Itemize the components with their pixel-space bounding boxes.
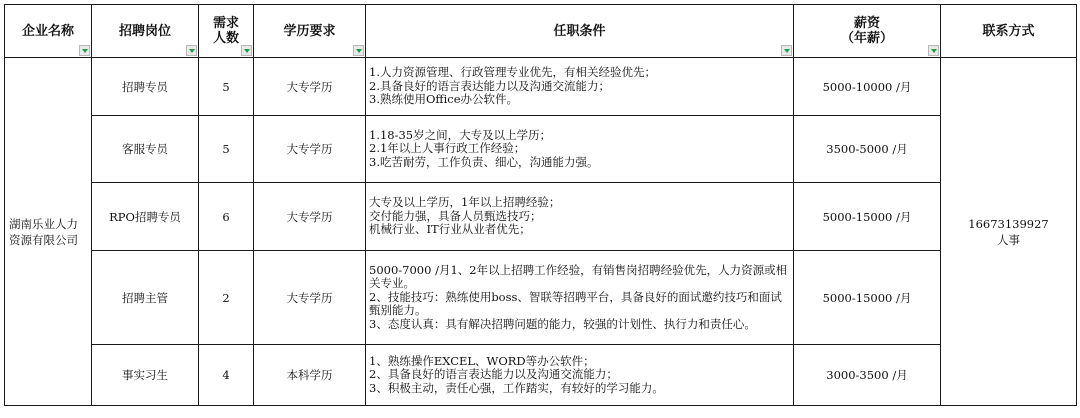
salary-cell: 5000-15000 /月 <box>794 183 941 251</box>
header-contact-label: 联系方式 <box>982 23 1035 39</box>
position-cell: 事实习生 <box>92 345 199 406</box>
headcount-cell: 2 <box>199 251 254 345</box>
header-company <box>5 5 92 58</box>
header-education <box>254 5 366 58</box>
filter-dropdown-icon[interactable] <box>781 45 792 56</box>
education-cell: 本科学历 <box>254 345 366 406</box>
education-cell: 大专学历 <box>254 58 366 116</box>
header-salary-line1: 薪资 <box>853 16 880 31</box>
header-contact <box>941 5 1077 58</box>
headcount-cell: 6 <box>199 183 254 251</box>
headcount-cell: 4 <box>199 345 254 406</box>
header-company-label: 企业名称 <box>21 23 74 39</box>
header-headcount-label <box>213 16 239 46</box>
table-row <box>5 251 1077 345</box>
header-position <box>92 5 199 58</box>
header-salary-line2: （年薪） <box>840 31 893 46</box>
table-row <box>5 345 1077 406</box>
header-requirements-label: 任职条件 <box>553 23 606 39</box>
header-education-label: 学历要求 <box>283 23 336 39</box>
table-row <box>5 183 1077 251</box>
company-name-line1: 湖南乐业人力 <box>9 216 78 231</box>
header-salary <box>794 5 941 58</box>
table-row <box>5 58 1077 116</box>
filter-dropdown-icon[interactable] <box>928 45 939 56</box>
position-cell: 招聘主管 <box>92 251 199 345</box>
filter-dropdown-icon[interactable] <box>79 45 90 56</box>
contact-cell <box>941 58 1077 406</box>
requirements-cell: 大专及以上学历，1年以上招聘经验； 交付能力强，具备人员甄选技巧； 机械行业、IT行业从业者优先； <box>366 183 794 251</box>
salary-cell: 5000-15000 /月 <box>794 251 941 345</box>
position-cell: 招聘专员 <box>92 58 199 116</box>
salary-cell: 5000-10000 /月 <box>794 58 941 116</box>
headcount-cell: 5 <box>199 116 254 183</box>
recruitment-table <box>4 4 1077 406</box>
filter-dropdown-icon[interactable] <box>353 45 364 56</box>
headcount-cell: 5 <box>199 58 254 116</box>
education-cell: 大专学历 <box>254 116 366 183</box>
header-position-label: 招聘岗位 <box>118 23 171 39</box>
table-row <box>5 116 1077 183</box>
header-salary-label <box>841 16 893 46</box>
position-cell: 客服专员 <box>92 116 199 183</box>
header-headcount-line1: 需求 <box>212 16 239 31</box>
salary-cell: 3000-3500 /月 <box>794 345 941 406</box>
filter-dropdown-icon[interactable] <box>186 45 197 56</box>
company-cell <box>5 58 92 406</box>
header-headcount <box>199 5 254 58</box>
education-cell: 大专学历 <box>254 251 366 345</box>
education-cell: 大专学历 <box>254 183 366 251</box>
requirements-cell: 5000-7000 /月1、2年以上招聘工作经验，有销售岗招聘经验优先，人力资源或相关专业。 2、技能技巧：熟练使用boss、智联等招聘平台，具备良好的面试邀约技巧和面试甄别能力。 3、态度认真：具有解决招聘问题的能力，较强的计划性、执行力和责任心。 <box>366 251 794 345</box>
header-row <box>5 5 1077 58</box>
requirements-cell: 1.18-35岁之间，大专及以上学历； 2.1年以上人事行政工作经验； 3.吃苦耐劳，工作负责、细心，沟通能力强。 <box>366 116 794 183</box>
contact-name: 人事 <box>997 232 1020 247</box>
contact-phone: 16673139927 <box>968 216 1049 231</box>
header-requirements <box>366 5 794 58</box>
requirements-cell: 1.人力资源管理、行政管理专业优先，有相关经验优先； 2.具备良好的语言表达能力以及沟通交流能力； 3.熟练使用Office办公软件。 <box>366 58 794 116</box>
company-name-line2: 资源有限公司 <box>9 232 78 247</box>
header-headcount-line2: 人数 <box>212 31 239 46</box>
position-cell: RPO招聘专员 <box>92 183 199 251</box>
requirements-cell: 1、熟练操作EXCEL、WORD等办公软件； 2、具备良好的语言表达能力以及沟通交流能力； 3、积极主动，责任心强，工作踏实，有较好的学习能力。 <box>366 345 794 406</box>
salary-cell: 3500-5000 /月 <box>794 116 941 183</box>
filter-dropdown-icon[interactable] <box>241 45 252 56</box>
